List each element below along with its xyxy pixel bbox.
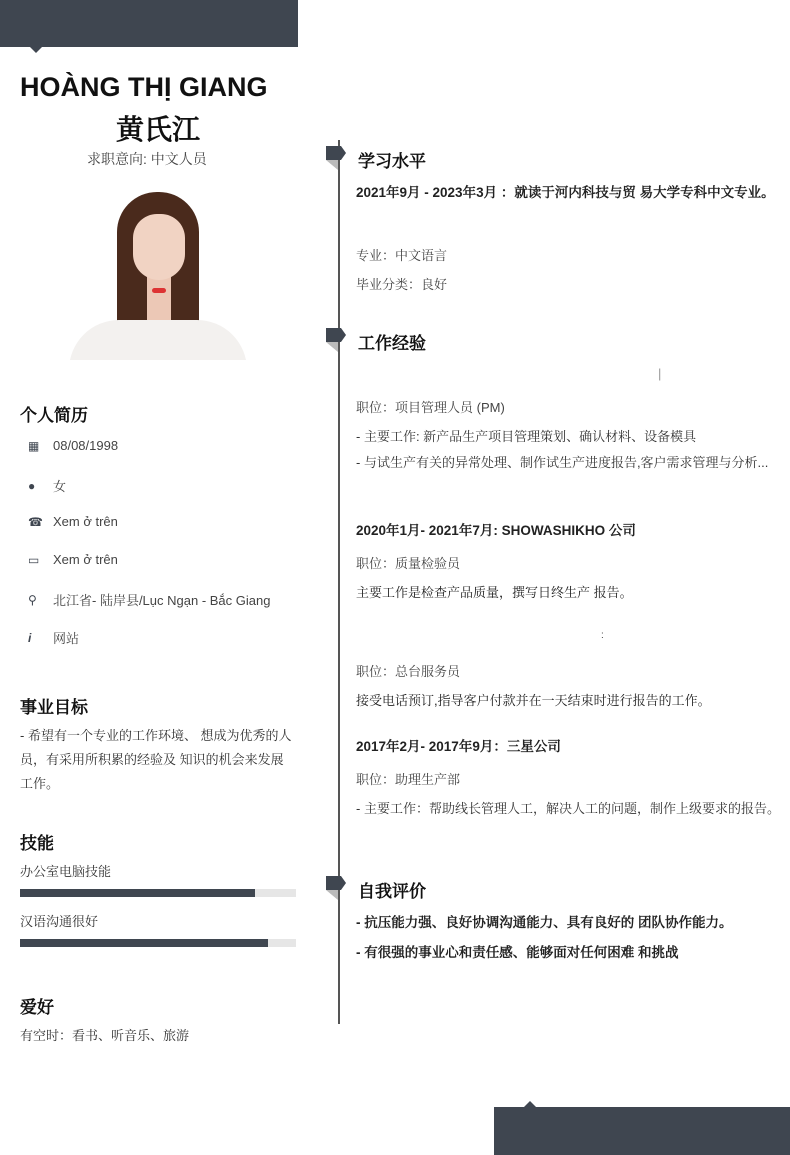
- profile-photo: [69, 192, 247, 360]
- skill-bar: [20, 939, 296, 947]
- info-text: 北江省- 陆岸县/Lục Ngạn - Bắc Giang: [53, 593, 271, 608]
- info-text: 网站: [53, 631, 80, 646]
- skill-bar: [20, 889, 296, 897]
- marker-fold: [326, 890, 338, 900]
- section-marker-icon: [326, 876, 346, 890]
- candidate-chinese-name: 黄氏江: [116, 114, 201, 145]
- info-text: 女: [53, 479, 67, 494]
- job-desc: - 与试生产有关的异常处理、制作试生产进度报告,客户需求管理与分析...: [356, 455, 769, 470]
- location-icon: ⚲: [28, 592, 37, 607]
- skill-bar-fill: [20, 889, 255, 897]
- marker-fold: [326, 160, 338, 170]
- self-eval-item: - 有很强的事业心和责任感、能够面对任何困难 和挑战: [356, 945, 679, 960]
- job-position: 职位：质量检验员: [356, 556, 461, 571]
- skills-section-title: 技能: [20, 834, 54, 853]
- job-heading: 2017年2月- 2017年9月：三星公司: [356, 739, 561, 754]
- job-desc: - 主要工作：帮助线长管理人工，解决人工的问题，制作上级要求的报告。: [356, 801, 780, 816]
- info-address: [28, 590, 270, 609]
- user-icon: ●: [28, 478, 36, 493]
- job-desc: 主要工作是检查产品质量，撰写日终生产 报告。: [356, 585, 633, 600]
- info-text: Xem ở trên: [53, 514, 118, 529]
- email-icon: ▭: [28, 552, 40, 567]
- job-desc: 接受电话预订,指导客户付款并在一天结束时进行报告的工作。: [356, 693, 711, 708]
- bottom-decor-bar: [494, 1107, 790, 1155]
- info-gender: [28, 476, 66, 495]
- info-email: [28, 552, 118, 567]
- self-eval-section-title: 自我评价: [358, 882, 426, 901]
- education-section-title: 学习水平: [358, 152, 426, 171]
- job-position: 职位：项目管理人员 (PM): [356, 400, 505, 415]
- job-position: 职位：助理生产部: [356, 772, 461, 787]
- education-grade: 毕业分类：良好: [356, 277, 448, 292]
- goal-section-title: 事业目标: [20, 698, 88, 717]
- timeline-line: [338, 140, 340, 1024]
- personal-section-title: 个人简历: [20, 406, 88, 425]
- calendar-icon: ▦: [28, 438, 40, 453]
- job-desc: - 主要工作: 新产品生产项目管理策划、确认材料、设备模具: [356, 429, 697, 444]
- job-heading: |: [658, 366, 662, 381]
- hobbies-text: 有空时：看书、听音乐、旅游: [20, 1028, 190, 1043]
- info-website: [28, 628, 79, 647]
- experience-section-title: 工作经验: [358, 334, 426, 353]
- top-decor-bar: [0, 0, 298, 47]
- candidate-name: HOÀNG THỊ GIANG: [20, 72, 268, 102]
- goal-text: - 希望有一个专业的工作环境、 想成为优秀的人员，有采用所积累的经验及 知识的机会来发展工作。: [20, 728, 292, 791]
- info-text: 08/08/1998: [53, 438, 119, 453]
- section-marker-icon: [326, 146, 346, 160]
- marker-fold: [326, 342, 338, 352]
- self-eval-item: - 抗压能力强、良好协调沟通能力、具有良好的 团队协作能力。: [356, 915, 733, 930]
- skill-bar-fill: [20, 939, 268, 947]
- info-phone: [28, 514, 118, 529]
- education-heading: 2021年9月 - 2023年3月 ：就读于河内科技与贸 易大学专科中文专业。: [356, 185, 775, 200]
- hobbies-section-title: 爱好: [20, 998, 54, 1017]
- skill-label: 办公室电脑技能: [20, 864, 112, 879]
- info-birthdate: [28, 438, 118, 453]
- job-target: 求职意向: 中文人员: [87, 151, 207, 167]
- job-heading: 2020年1月- 2021年7月: SHOWASHIKHO 公司: [356, 523, 636, 538]
- info-icon: i: [28, 630, 32, 645]
- phone-icon: ☎: [28, 514, 43, 529]
- section-marker-icon: [326, 328, 346, 342]
- education-major: 专业：中文语言: [356, 248, 448, 263]
- info-text: Xem ở trên: [53, 552, 118, 567]
- job-heading: :: [601, 630, 604, 641]
- job-position: 职位：总台服务员: [356, 664, 461, 679]
- skill-label: 汉语沟通很好: [20, 914, 99, 929]
